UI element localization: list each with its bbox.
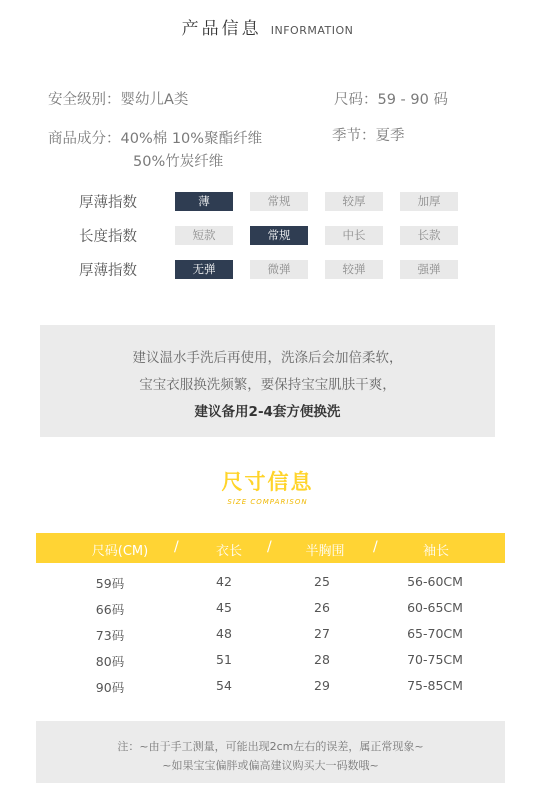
index-chip: 较弹 xyxy=(325,260,383,279)
index-label: 厚薄指数 xyxy=(79,195,137,211)
cell-half-chest: 25 xyxy=(314,574,330,589)
size-section-header xyxy=(0,466,535,506)
cell-half-chest: 28 xyxy=(314,652,330,667)
table-row xyxy=(0,574,535,594)
index-chip: 常规 xyxy=(250,192,308,211)
column-header-size: 尺码(CM) xyxy=(91,544,149,559)
index-label: 长度指数 xyxy=(79,229,137,245)
index-chip: 长款 xyxy=(400,226,458,245)
table-row xyxy=(0,652,535,672)
index-chip: 中长 xyxy=(325,226,383,245)
table-row xyxy=(0,600,535,620)
index-label: 厚薄指数 xyxy=(79,263,137,279)
season-text: 季节：夏季 xyxy=(332,128,405,144)
header-separator: / xyxy=(174,539,179,555)
cell-sleeve: 56-60CM xyxy=(407,574,463,589)
column-header-length: 衣长 xyxy=(215,544,242,559)
care-line: 建议温水手洗后再使用，洗涤后会加倍柔软， xyxy=(132,350,403,366)
measurement-note-panel xyxy=(36,721,505,783)
index-chip: 较厚 xyxy=(325,192,383,211)
note-line: ~如果宝宝偏胖或偏高建议购买大一码数哦~ xyxy=(162,759,379,772)
header-separator: / xyxy=(373,539,378,555)
cell-half-chest: 27 xyxy=(314,626,330,641)
index-row xyxy=(0,223,535,247)
cell-half-chest: 29 xyxy=(314,678,330,693)
section-header-information xyxy=(0,14,535,39)
note-line: 注：~由于手工测量，可能出现2cm左右的误差，属正常现象~ xyxy=(117,740,424,753)
care-line-emphasis: 建议备用2-4套方便换洗 xyxy=(194,404,341,420)
composition-text: 商品成分：40%棉 10%聚酯纤维 xyxy=(48,131,263,147)
size-section-title: 尺寸信息 xyxy=(221,470,314,494)
index-chip: 短款 xyxy=(175,226,233,245)
column-header-sleeve: 袖长 xyxy=(422,544,449,559)
cell-sleeve: 60-65CM xyxy=(407,600,463,615)
care-line: 宝宝衣服换洗频繁，要保持宝宝肌肤干爽， xyxy=(139,377,396,393)
section-subtitle: INFORMATION xyxy=(270,24,354,37)
size-range-text: 尺码：59 - 90 码 xyxy=(334,92,448,108)
safety-level-text: 安全级别：婴幼儿A类 xyxy=(48,92,189,108)
index-chip: 微弹 xyxy=(250,260,308,279)
care-instructions-panel xyxy=(40,325,495,437)
index-chip-selected: 常规 xyxy=(250,226,308,245)
cell-length: 45 xyxy=(216,600,232,615)
cell-size: 90码 xyxy=(95,680,125,695)
cell-length: 54 xyxy=(216,678,232,693)
index-chip: 加厚 xyxy=(400,192,458,211)
cell-length: 42 xyxy=(216,574,232,589)
cell-half-chest: 26 xyxy=(314,600,330,615)
cell-size: 59码 xyxy=(95,576,125,591)
index-row xyxy=(0,257,535,281)
cell-size: 66码 xyxy=(95,602,125,617)
index-row xyxy=(0,189,535,213)
index-chip-selected: 无弹 xyxy=(175,260,233,279)
table-row xyxy=(0,626,535,646)
index-chip-selected: 薄 xyxy=(175,192,233,211)
composition-text-continued: 50%竹炭纤维 xyxy=(133,154,224,170)
cell-sleeve: 75-85CM xyxy=(407,678,463,693)
cell-size: 73码 xyxy=(95,628,125,643)
table-row xyxy=(0,678,535,698)
section-title: 产品信息 xyxy=(181,19,262,39)
column-header-half-chest: 半胸围 xyxy=(305,544,345,559)
cell-length: 51 xyxy=(216,652,232,667)
size-section-subtitle: SIZE COMPARISON xyxy=(227,498,308,506)
index-chip: 强弹 xyxy=(400,260,458,279)
size-table-header xyxy=(36,533,505,563)
cell-size: 80码 xyxy=(95,654,125,669)
cell-length: 48 xyxy=(216,626,232,641)
header-separator: / xyxy=(267,539,272,555)
cell-sleeve: 70-75CM xyxy=(407,652,463,667)
cell-sleeve: 65-70CM xyxy=(407,626,463,641)
